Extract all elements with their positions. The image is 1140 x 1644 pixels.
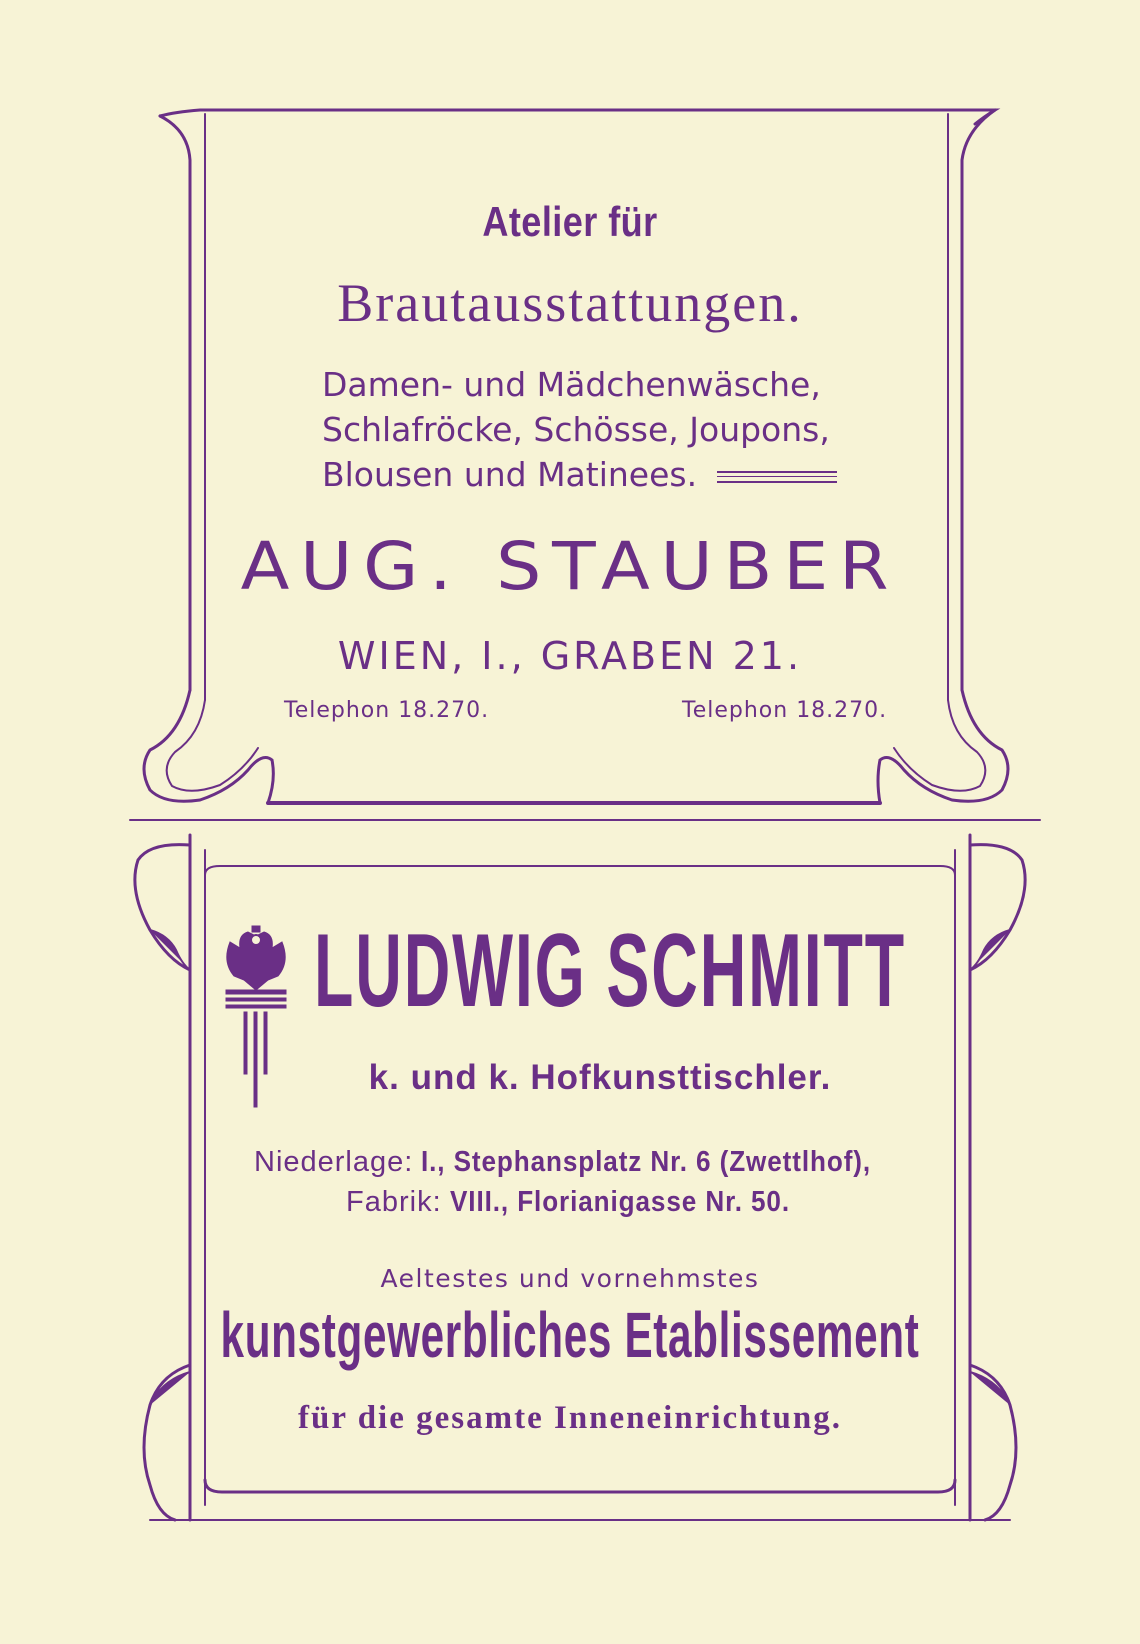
ad-top-description-line: Blousen und Matinees. — [322, 455, 698, 494]
ad-bottom-fabrik — [346, 1186, 827, 1219]
ad-top-telephone-right: Telephon 18.270. — [682, 698, 888, 723]
fabrik-label: Fabrik: — [346, 1186, 442, 1218]
ad-bottom-subline: für die gesamte Inneneinrichtung. — [298, 1400, 842, 1436]
ad-bottom-headline: kunstgewerbliches Etablissement — [220, 1299, 920, 1371]
ad-bottom-niederlage — [254, 1146, 921, 1179]
ad-top-description — [322, 362, 842, 497]
fabrik-value: VIII., Florianigasse Nr. 50. — [449, 1186, 790, 1218]
ad-top-description-line-last — [322, 452, 842, 497]
ad-top-headline: Brautausstattungen. — [337, 273, 803, 333]
ad-top-description-line: Damen- und Mädchenwäsche, — [322, 365, 821, 404]
ad-top-company-name: AUG. STAUBER — [240, 528, 900, 605]
ad-bottom-company-name: LUDWIG SCHMITT — [314, 913, 906, 1029]
ad-top-heading: Atelier für — [482, 198, 658, 245]
ad-top-telephone-left: Telephon 18.270. — [284, 698, 490, 723]
ad-bottom-intro: Aeltestes und vornehmstes — [380, 1264, 760, 1293]
niederlage-label: Niederlage: — [254, 1146, 414, 1178]
ad-top-description-line: Schlafröcke, Schösse, Joupons, — [322, 410, 830, 449]
ad-bottom-title: k. und k. Hofkunsttischler. — [368, 1058, 832, 1097]
niederlage-value: I., Stephansplatz Nr. 6 (Zwettlhof), — [421, 1146, 872, 1178]
ad-top-address: WIEN, I., GRABEN 21. — [337, 634, 803, 678]
double-rule-divider — [717, 471, 837, 483]
